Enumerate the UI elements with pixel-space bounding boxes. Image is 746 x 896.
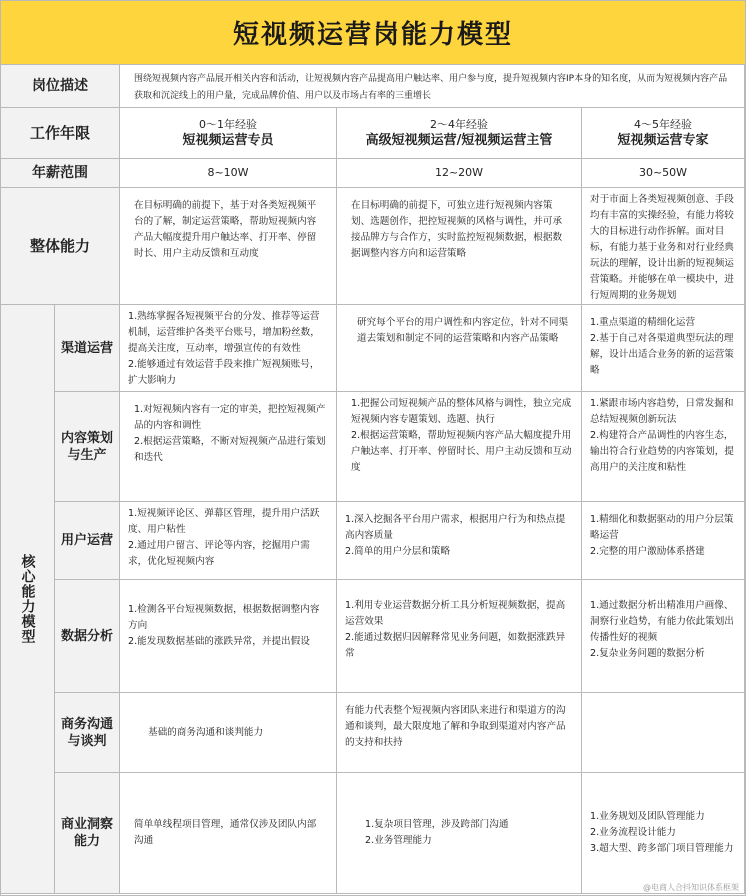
- insight-level-2: 1.复杂项目管理，涉及跨部门沟通 2.业务管理能力: [337, 773, 582, 894]
- content-level-1: 1.对短视频内容有一定的审美，把控短视频产品的内容和调性 2.根据运营策略，不断对短视频产品进行策划和迭代: [120, 392, 337, 502]
- level-2-years: 2～4年经验: [430, 117, 488, 131]
- level-1-overall: 在目标明确的前提下，基于对各类短视频平台的了解，制定运营策略，帮助短视频内容产品大幅度提升用户触达率、打开率、停留时长、用户主动反馈和互动度: [120, 188, 337, 305]
- content-level-3: 1.紧跟市场内容趋势，日常发掘和总结短视频创新玩法 2.构建符合产品调性的内容生态，输出符合行业趋势的内容策划，提高用户的关注度和粘性: [582, 392, 745, 502]
- channel-level-3: 1.重点渠道的精细化运营 2.基于自己对各渠道典型玩法的理解，设计出适合业务的新的运营策略: [582, 305, 745, 392]
- level-1-header: [120, 108, 337, 159]
- data-level-3: 1.通过数据分析出精准用户画像、洞察行业趋势，有能力依此策划出传播性好的视频 2.复杂业务问题的数据分析: [582, 580, 745, 693]
- years-label: 工作年限: [1, 108, 120, 159]
- level-3-role: 短视频运营专家: [617, 132, 709, 148]
- level-3-salary: 30~50W: [582, 159, 745, 188]
- data-level-1: 1.检测各平台短视频数据，根据数据调整内容方向 2.能发现数据基础的涨跌异常，并提出假设: [120, 580, 337, 693]
- level-2-salary: 12~20W: [337, 159, 582, 188]
- core-item-data: 数据分析: [55, 580, 119, 693]
- core-ability-block: [1, 305, 120, 894]
- salary-label: 年薪范围: [1, 159, 120, 188]
- core-ability-list: [55, 305, 119, 893]
- level-2-header: [337, 108, 582, 159]
- level-3-header: [582, 108, 745, 159]
- table-grid: [1, 65, 745, 894]
- insight-level-3: 1.业务规划及团队管理能力 2.业务流程设计能力 3.超大型、跨多部门项目管理能力: [582, 773, 745, 894]
- channel-level-2: 研究每个平台的用户调性和内容定位，针对不同渠道去策划和制定不同的运营策略和内容产品策略: [337, 305, 582, 392]
- watermark: @电商人合抖知识体系框架: [643, 883, 739, 892]
- business-level-3: [582, 693, 745, 773]
- core-item-insight: 商业洞察能力: [60, 817, 113, 849]
- core-ability-label: 核心能力模型: [1, 305, 55, 893]
- overall-label: 整体能力: [1, 188, 120, 305]
- level-3-overall: 对于市面上各类短视频创意、手段均有丰富的实操经验，有能力将较大的目标进行动作拆解。面对目标，有能力基于业务和对行业经典玩法的理解，设计出新的短视频运营策略。并能够在单一模块中，进行短周期的业务规划: [582, 188, 745, 305]
- content-level-2: 1.把握公司短视频产品的整体风格与调性，独立完成短视频内容专题策划、选题、执行 2.根据运营策略，帮助短视频内容产品大幅度提升用户触达率、打开率、停留时长、用户主动反馈和互动度: [337, 392, 582, 502]
- insight-level-1: 简单单线程项目管理，通常仅涉及团队内部沟通: [120, 773, 337, 894]
- desc-text: 围绕短视频内容产品展开相关内容和活动，让短视频内容产品提高用户触达率、用户参与度，提升短视频内容IP本身的知名度，从而为短视频内容产品获取和沉淀线上的用户量，完成品牌价值、用户以及市场占有率的三重增长: [120, 65, 745, 108]
- core-item-channel: 渠道运营: [55, 305, 119, 392]
- business-level-2: 有能力代表整个短视频内容团队来进行和渠道方的沟通和谈判，最大限度地了解和争取到渠道对内容产品的支持和扶持: [337, 693, 582, 773]
- level-2-overall: 在目标明确的前提下，可独立进行短视频内容策划、选题创作，把控短视频的风格与调性，并可承接品牌方与合作方，实时监控短视频数据，根据数据调整内容方向和运营策略: [337, 188, 582, 305]
- core-item-content: 内容策划与生产: [55, 392, 119, 502]
- desc-label: 岗位描述: [1, 65, 120, 108]
- page-title: 短视频运营岗能力模型: [1, 1, 745, 65]
- business-level-1: 基础的商务沟通和谈判能力: [120, 693, 337, 773]
- level-1-role: 短视频运营专员: [182, 132, 274, 148]
- channel-level-1: 1.熟练掌握各短视频平台的分发、推荐等运营机制，运营维护各类平台账号，增加粉丝数，提高关注度，互动率，增强宣传的有效性 2.能够通过有效运营手段来推广短视频账号，扩大影响力: [120, 305, 337, 392]
- user-level-3: 1.精细化和数据驱动的用户分层策略运营 2.完整的用户激励体系搭建: [582, 502, 745, 580]
- level-2-role: 高级短视频运营/短视频运营主管: [365, 132, 553, 148]
- level-3-years: 4～5年经验: [634, 117, 692, 131]
- user-level-1: 1.短视频评论区、弹幕区管理，提升用户活跃度、用户粘性 2.通过用户留言、评论等内容，挖掘用户需求，优化短视频内容: [120, 502, 337, 580]
- core-item-business: 商务沟通与谈判: [55, 693, 119, 773]
- data-level-2: 1.利用专业运营数据分析工具分析短视频数据，提高运营效果 2.能通过数据归因解释常见业务问题，如数据涨跌异常: [337, 580, 582, 693]
- level-1-years: 0～1年经验: [199, 117, 257, 131]
- user-level-2: 1.深入挖掘各平台用户需求，根据用户行为和热点提高内容质量 2.简单的用户分层和策略: [337, 502, 582, 580]
- core-item-user: 用户运营: [55, 502, 119, 580]
- level-1-salary: 8~10W: [120, 159, 337, 188]
